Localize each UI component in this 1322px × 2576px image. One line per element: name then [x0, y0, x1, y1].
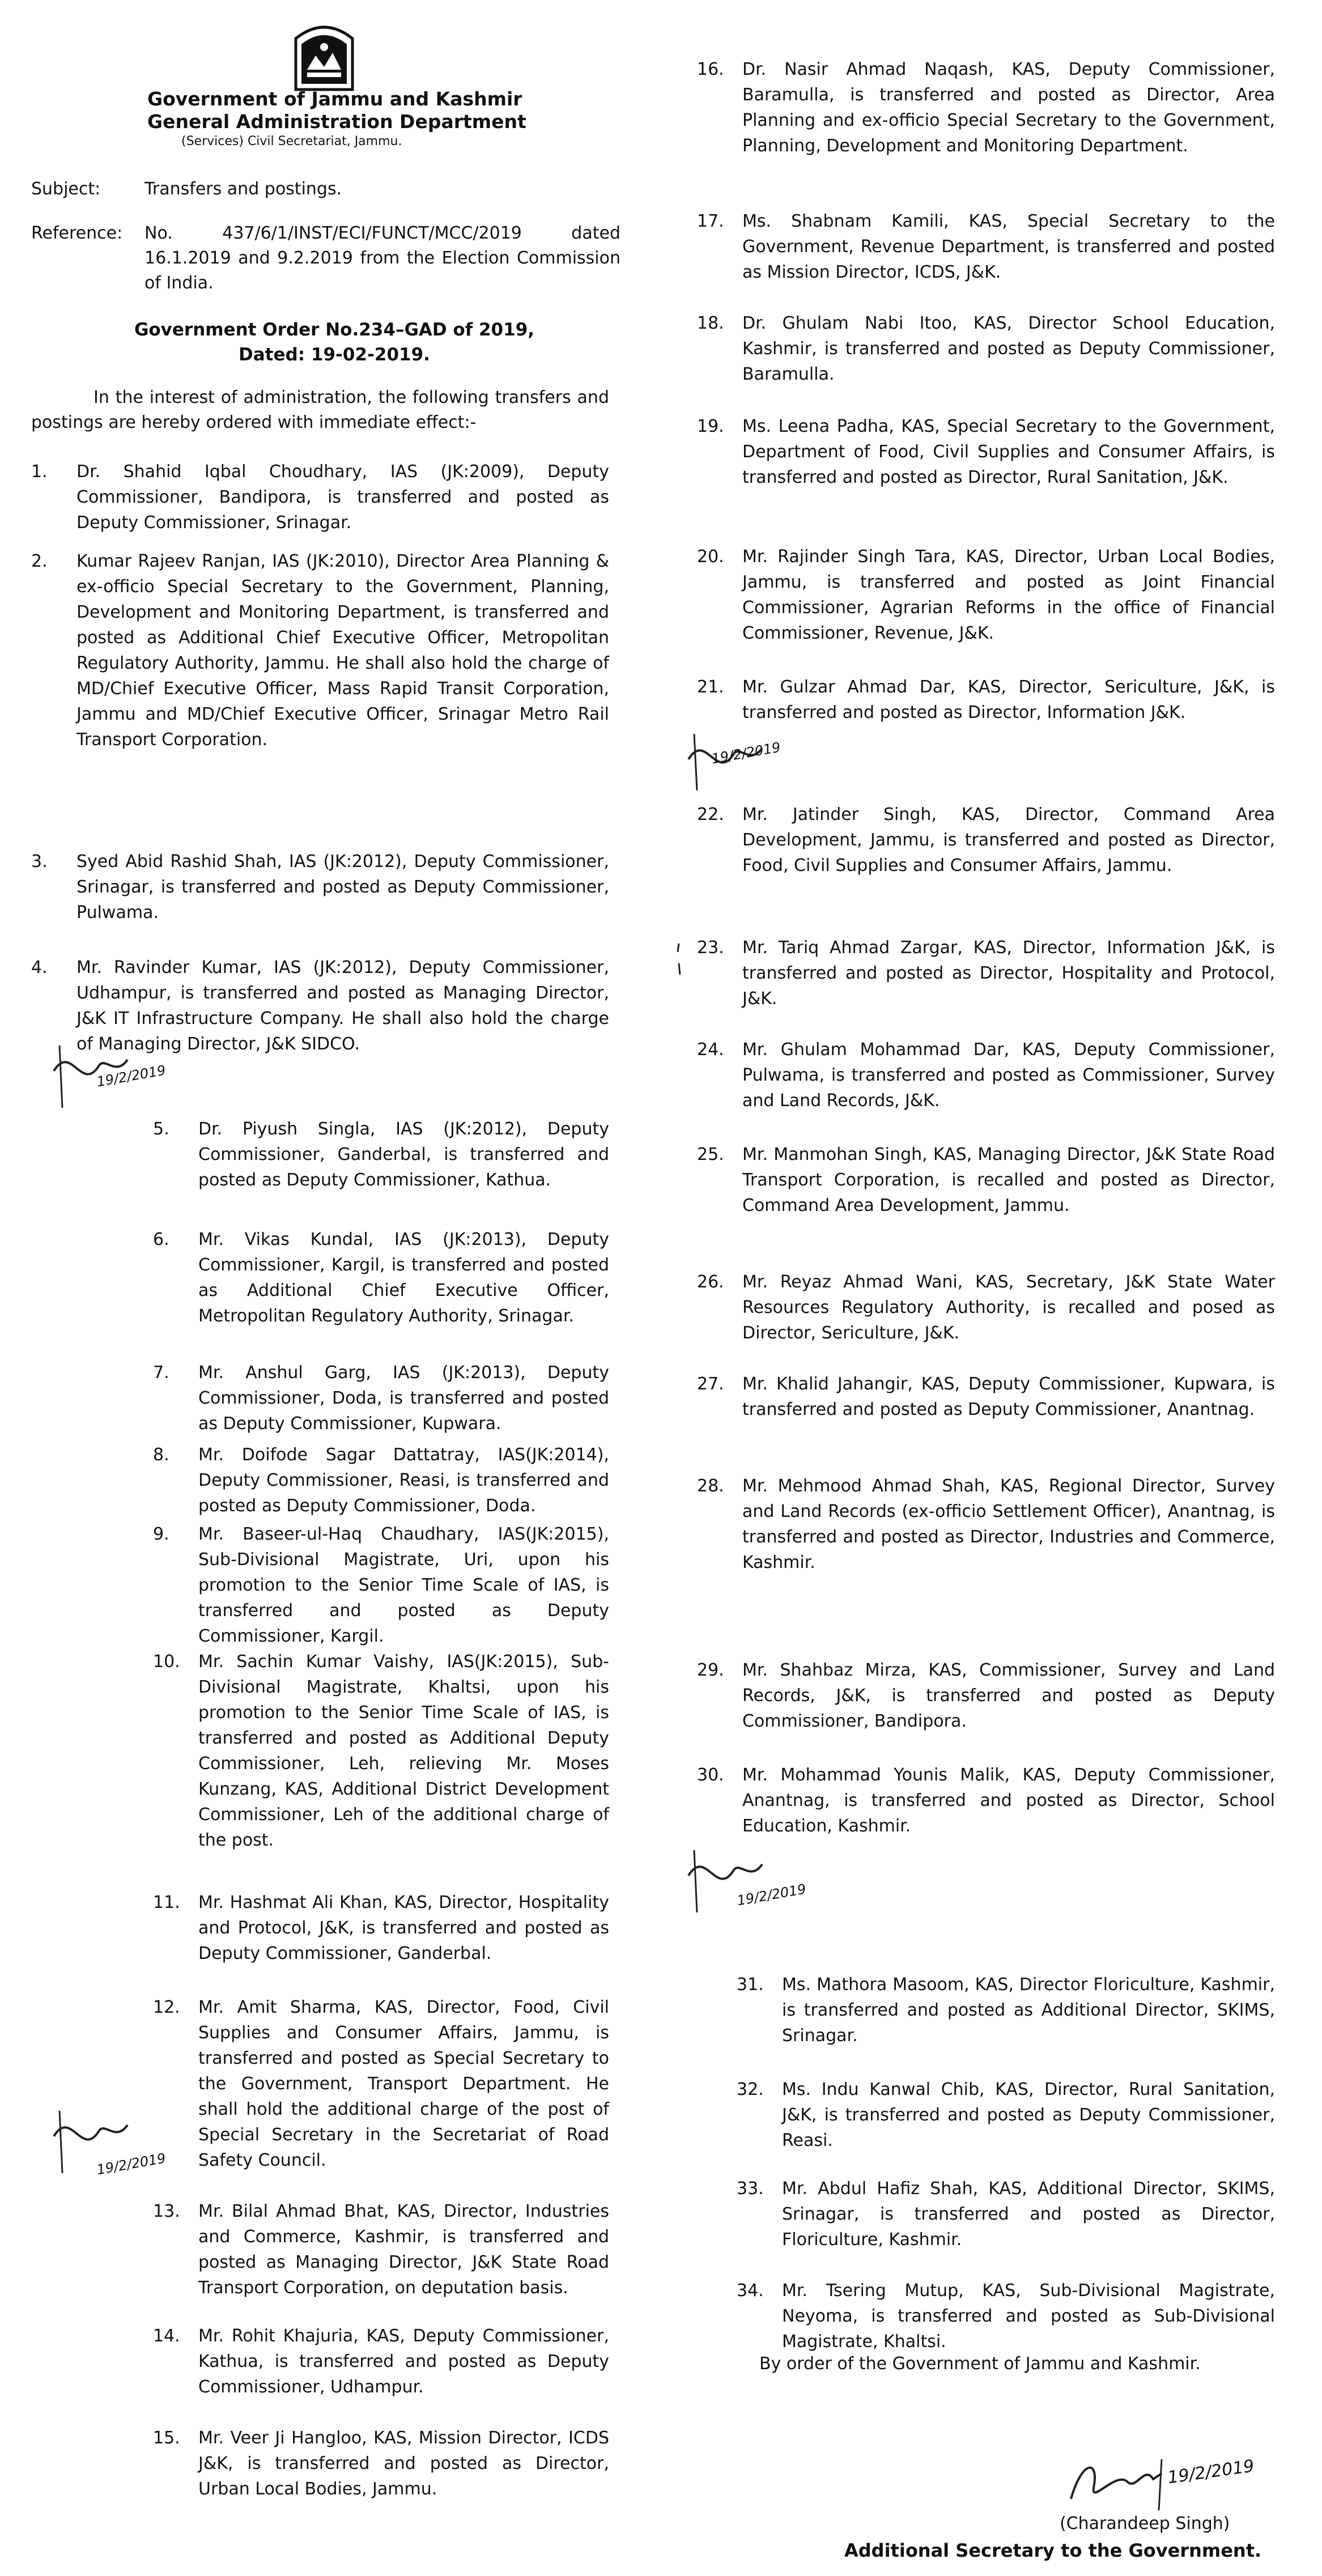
order-item-11 — [153, 1890, 609, 1966]
initial-date-4: 19/2/2019 — [736, 1881, 807, 1909]
order-item-5 — [153, 1116, 609, 1193]
order-item-number: 12. — [153, 1997, 180, 2017]
order-item-text: Mr. Mehmood Ahmad Shah, KAS, Regional Director, Survey and Land Records (ex-officio Settlement Officer), Anantnag, is transferred and posted as Director, Industries and Commerce, Kashmir. — [742, 1476, 1275, 1572]
order-item-text: Mr. Mohammad Younis Malik, KAS, Deputy Commissioner, Anantnag, is transferred and posted as Director, School Education, Kashmir. — [742, 1765, 1275, 1836]
order-item-19 — [697, 414, 1275, 490]
order-item-number: 23. — [697, 938, 724, 958]
order-item-text: Mr. Veer Ji Hangloo, KAS, Mission Director, ICDS J&K, is transferred and posted as Director, Urban Local Bodies, Jammu. — [198, 2428, 609, 2499]
initial-date-2: 19/2/2019 — [95, 2150, 167, 2178]
order-item-number: 31. — [737, 1975, 764, 1995]
signature-date: 19/2/2019 — [1166, 2456, 1256, 2488]
order-item-text: Ms. Leena Padha, KAS, Special Secretary to the Government, Department of Food, Civil Supplies and Consumer Affairs, is transferred and posted as Director, Rural Sanitation, J&K. — [742, 416, 1275, 487]
order-item-text: Mr. Bilal Ahmad Bhat, KAS, Director, Industries and Commerce, Kashmir, is transferred and posted as Managing Director, J&K State Road Transport Corporation, on deputation basis. — [198, 2201, 609, 2298]
order-item-number: 25. — [697, 1145, 724, 1164]
order-item-text: Ms. Mathora Masoom, KAS, Director Floriculture, Kashmir, is transferred and posted as Additional Director, SKIMS, Srinagar. — [782, 1975, 1275, 2046]
initial-date-1: 19/2/2019 — [95, 1062, 167, 1090]
reference-label: Reference: — [31, 223, 123, 243]
order-item-14 — [153, 2323, 609, 2400]
order-item-number: 17. — [697, 211, 724, 231]
subject-value: Transfers and postings. — [144, 179, 342, 199]
initial-mark-icon — [683, 725, 813, 799]
order-item-text: Mr. Ravinder Kumar, IAS (JK:2012), Deputy Commissioner, Udhampur, is transferred and posted as Managing Director, J&K IT Infrastructure Company. He shall also hold the charge of Managing Director, J&K SIDCO. — [76, 958, 609, 1054]
order-item-3 — [31, 849, 609, 925]
order-item-9 — [153, 1521, 609, 1649]
order-item-26 — [697, 1269, 1275, 1346]
subject-row — [31, 177, 620, 205]
order-item-number: 6. — [153, 1230, 169, 1249]
order-item-number: 10. — [153, 1652, 180, 1672]
order-item-number: 30. — [697, 1765, 724, 1785]
order-item-number: 8. — [153, 1445, 169, 1465]
order-item-text: Mr. Abdul Hafiz Shah, KAS, Additional Director, SKIMS, Srinagar, is transferred and posted as Director, Floriculture, Kashmir. — [782, 2179, 1275, 2250]
order-item-text: Mr. Shahbaz Mirza, KAS, Commissioner, Survey and Land Records, J&K, is transferred and posted as Deputy Commissioner, Bandipora. — [742, 1660, 1275, 1731]
order-item-number: 34. — [737, 2281, 764, 2301]
order-item-number: 22. — [697, 805, 724, 824]
order-item-13 — [153, 2199, 609, 2301]
order-item-number: 29. — [697, 1660, 724, 1680]
signatory-designation: Additional Secretary to the Government. — [844, 2540, 1262, 2561]
order-item-number: 32. — [737, 2080, 764, 2099]
order-item-number: 18. — [697, 313, 724, 333]
order-item-31 — [737, 1972, 1275, 2048]
order-item-text: Mr. Amit Sharma, KAS, Director, Food, Civil Supplies and Consumer Affairs, Jammu, is transferred and posted as Special Secretary to the Government, Transport Department. He shall hold the additional charge of the post of Special Secretary in the Secretariat of Road Safety Council. — [198, 1997, 609, 2170]
order-item-text: Mr. Vikas Kundal, IAS (JK:2013), Deputy Commissioner, Kargil, is transferred and posted as Additional Chief Executive Officer, Metropolitan Regulatory Authority, Srinagar. — [198, 1230, 609, 1326]
order-item-text: Mr. Hashmat Ali Khan, KAS, Director, Hospitality and Protocol, J&K, is transferred and posted as Deputy Commissioner, Ganderbal. — [198, 1893, 609, 1963]
order-item-text: Dr. Shahid Iqbal Choudhary, IAS (JK:2009), Deputy Commissioner, Bandipora, is transferred and posted as Deputy Commissioner, Srinagar. — [76, 462, 609, 533]
order-item-text: Mr. Baseer-ul-Haq Chaudhary, IAS(JK:2015), Sub-Divisional Magistrate, Uri, upon his promotion to the Senior Time Scale of IAS, is transferred and posted as Deputy Commissioner, Kargil. — [198, 1524, 609, 1646]
government-name: Government of Jammu and Kashmir — [147, 88, 522, 110]
order-item-text: Mr. Rohit Khajuria, KAS, Deputy Commissioner, Kathua, is transferred and posted as Deputy Commissioner, Udhampur. — [198, 2326, 609, 2397]
order-title — [85, 317, 584, 367]
order-item-text: Mr. Reyaz Ahmad Wani, KAS, Secretary, J&K State Water Resources Regulatory Authority, is recalled and posed as Director, Sericulture, J&K. — [742, 1272, 1275, 1343]
order-item-15 — [153, 2425, 609, 2502]
order-item-16 — [697, 57, 1275, 159]
order-item-34 — [737, 2278, 1275, 2354]
order-item-text: Mr. Tariq Ahmad Zargar, KAS, Director, Information J&K, is transferred and posted as Director, Hospitality and Protocol, J&K. — [742, 938, 1275, 1009]
order-item-number: 15. — [153, 2428, 180, 2448]
order-item-8 — [153, 1442, 609, 1519]
order-item-number: 1. — [31, 462, 48, 482]
officer-signature-icon — [1060, 2448, 1264, 2516]
order-item-number: 9. — [153, 1524, 169, 1544]
order-item-number: 2. — [31, 551, 48, 571]
order-item-33 — [737, 2176, 1275, 2252]
order-item-21 — [697, 674, 1275, 725]
order-item-20 — [697, 544, 1275, 646]
order-item-text: Ms. Shabnam Kamili, KAS, Special Secretary to the Government, Revenue Department, is transferred and posted as Mission Director, ICDS, J&K. — [742, 211, 1275, 282]
department-name: General Administration Department — [147, 110, 526, 133]
closing-line: By order of the Government of Jammu and Kashmir. — [759, 2354, 1201, 2374]
order-item-number: 24. — [697, 1040, 724, 1060]
order-item-text: Mr. Sachin Kumar Vaishy, IAS(JK:2015), Sub-Divisional Magistrate, Khaltsi, upon his promotion to the Senior Time Scale of IAS, is transferred and posted as Additional Deputy Commissioner, Leh, relieving Mr. Moses Kunzang, KAS, Additional District Development Commissioner, Leh of the additional charge of the post. — [198, 1652, 609, 1850]
order-item-25 — [697, 1142, 1275, 1218]
order-item-number: 7. — [153, 1363, 169, 1383]
order-item-number: 33. — [737, 2179, 764, 2199]
order-item-text: Mr. Khalid Jahangir, KAS, Deputy Commissioner, Kupwara, is transferred and posted as Deputy Commissioner, Anantnag. — [742, 1374, 1275, 1419]
order-date: Dated: 19-02-2019. — [239, 345, 430, 365]
order-item-number: 26. — [697, 1272, 724, 1292]
initial-mark-icon — [683, 1842, 819, 1921]
order-item-22 — [697, 802, 1275, 878]
order-item-text: Mr. Rajinder Singh Tara, KAS, Director, Urban Local Bodies, Jammu, is transferred and posted as Joint Financial Commissioner, Agrarian Reforms in the office of Financial Commissioner, Revenue, J&K. — [742, 547, 1275, 643]
order-item-7 — [153, 1360, 609, 1436]
order-item-text: Dr. Ghulam Nabi Itoo, KAS, Director School Education, Kashmir, is transferred and posted as Deputy Commissioner, Baramulla. — [742, 313, 1275, 384]
order-item-text: Syed Abid Rashid Shah, IAS (JK:2012), Deputy Commissioner, Srinagar, is transferred and posted as Deputy Commissioner, Pulwama. — [76, 852, 609, 923]
order-item-text: Ms. Indu Kanwal Chib, KAS, Director, Rural Sanitation, J&K, is transferred and posted as Deputy Commissioner, Reasi. — [782, 2080, 1275, 2150]
order-item-text: Kumar Rajeev Ranjan, IAS (JK:2010), Director Area Planning & ex-officio Special Secretary to the Government, Planning, Development and Monitoring Department, is transferred and posted as Additional Chief Executive Officer, Metropolitan Regulatory Authority, Jammu. He shall also hold the charge of MD/Chief Executive Officer, Mass Rapid Transit Corporation, Jammu and MD/Chief Executive Officer, Srinagar Metro Rail Transport Corporation. — [76, 551, 609, 750]
order-item-18 — [697, 311, 1275, 387]
order-item-29 — [697, 1657, 1275, 1734]
order-item-number: 14. — [153, 2326, 180, 2346]
order-item-17 — [697, 209, 1275, 285]
margin-mark-icon — [673, 941, 685, 980]
order-item-12 — [153, 1995, 609, 2173]
order-item-text: Mr. Doifode Sagar Dattatray, IAS(JK:2014), Deputy Commissioner, Reasi, is transferred and posted as Deputy Commissioner, Doda. — [198, 1445, 609, 1516]
order-number: Government Order No.234–GAD of 2019, — [134, 320, 535, 340]
order-item-number: 5. — [153, 1119, 169, 1139]
order-item-30 — [697, 1762, 1275, 1839]
order-item-2 — [31, 549, 609, 753]
reference-row — [31, 221, 620, 300]
order-item-6 — [153, 1227, 609, 1329]
order-item-number: 16. — [697, 59, 724, 79]
initial-date-3: 19/2/2019 — [710, 739, 782, 767]
letterhead — [147, 88, 555, 148]
order-item-text: Mr. Anshul Garg, IAS (JK:2013), Deputy Commissioner, Doda, is transferred and posted as Deputy Commissioner, Kupwara. — [198, 1363, 609, 1434]
order-item-number: 28. — [697, 1476, 724, 1496]
order-item-text: Mr. Gulzar Ahmad Dar, KAS, Director, Sericulture, J&K, is transferred and posted as Director, Information J&K. — [742, 677, 1275, 722]
reference-value: No. 437/6/1/INST/ECI/FUNCT/MCC/2019 dated 16.1.2019 and 9.2.2019 from the Election Commission of India. — [144, 223, 620, 293]
signatory-name: (Charandeep Singh) — [1060, 2514, 1230, 2534]
order-item-24 — [697, 1037, 1275, 1113]
order-item-text: Mr. Tsering Mutup, KAS, Sub-Divisional Magistrate, Neyoma, is transferred and posted as Sub-Divisional Magistrate, Khaltsi. — [782, 2281, 1275, 2352]
order-item-number: 21. — [697, 677, 724, 697]
order-item-1 — [31, 459, 609, 535]
order-item-text: Mr. Ghulam Mohammad Dar, KAS, Deputy Commissioner, Pulwama, is transferred and posted as Commissioner, Survey and Land Records, J&K. — [742, 1040, 1275, 1111]
order-item-text: Mr. Manmohan Singh, KAS, Managing Director, J&K State Road Transport Corporation, is recalled and posted as Director, Command Area Development, Jammu. — [742, 1145, 1275, 1215]
subject-label: Subject: — [31, 179, 101, 199]
order-item-number: 19. — [697, 416, 724, 436]
department-address: (Services) Civil Secretariat, Jammu. — [181, 134, 402, 148]
order-item-number: 20. — [697, 547, 724, 567]
order-item-28 — [697, 1473, 1275, 1575]
order-item-10 — [153, 1649, 609, 1853]
order-item-text: Mr. Jatinder Singh, KAS, Director, Command Area Development, Jammu, is transferred and posted as Director, Food, Civil Supplies and Consumer Affairs, Jammu. — [742, 805, 1275, 875]
order-item-text: Dr. Nasir Ahmad Naqash, KAS, Deputy Commissioner, Baramulla, is transferred and posted as Director, Area Planning and ex-officio Special Secretary to the Government, Planning, Development and Monitoring Department. — [742, 59, 1275, 156]
order-item-23 — [697, 935, 1275, 1011]
order-item-number: 27. — [697, 1374, 724, 1394]
order-item-number: 11. — [153, 1893, 180, 1912]
order-item-27 — [697, 1371, 1275, 1422]
order-item-number: 4. — [31, 958, 48, 977]
order-item-number: 3. — [31, 852, 48, 872]
order-item-text: Dr. Piyush Singla, IAS (JK:2012), Deputy Commissioner, Ganderbal, is transferred and posted as Deputy Commissioner, Kathua. — [198, 1119, 609, 1190]
intro-paragraph: In the interest of administration, the following transfers and postings are hereby ordered with immediate effect:- — [31, 388, 609, 432]
order-item-number: 13. — [153, 2201, 180, 2221]
order-item-32 — [737, 2077, 1275, 2153]
